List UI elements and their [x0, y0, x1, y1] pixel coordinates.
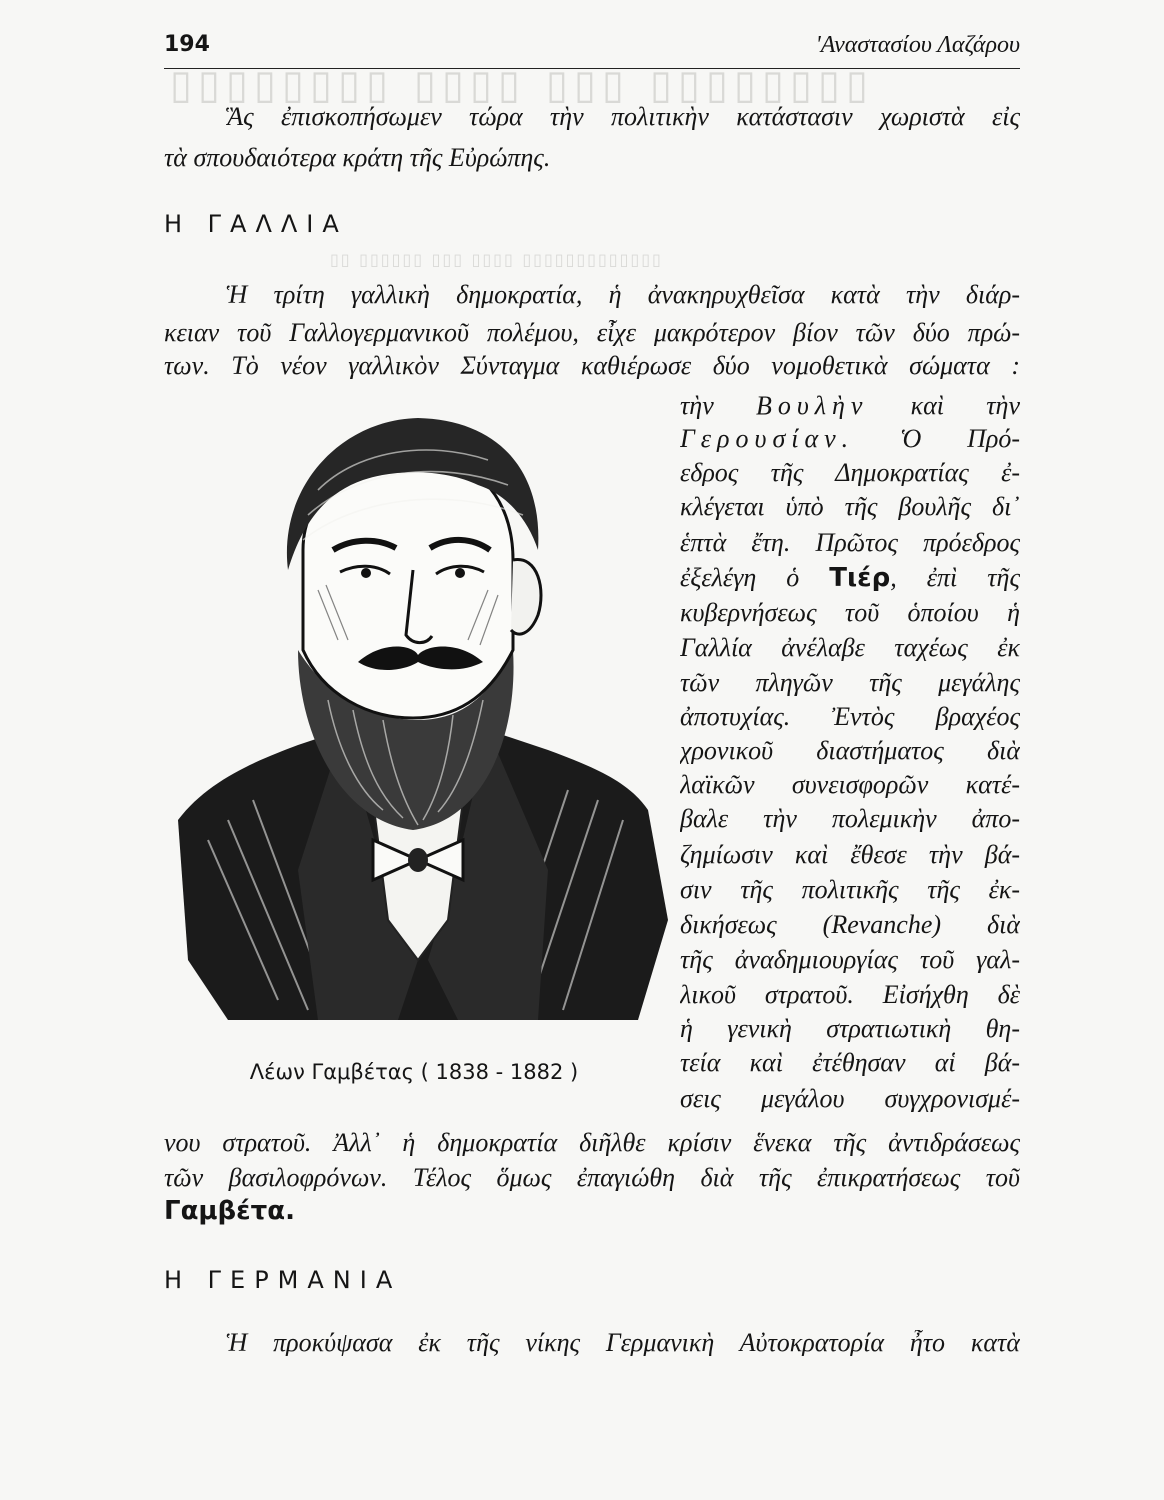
emphasis-gerousia: Γερουσίαν. [680, 426, 855, 452]
column-line: τεία καὶ ἐτέθησαν αἱ βά- [680, 1050, 1020, 1076]
column-line: βαλε τὴν πολεμικὴν ἀπο- [680, 806, 1020, 832]
column-line: σεις μεγάλου συγχρονισμέ- [680, 1086, 1020, 1112]
column-line: κυβερνήσεως τοῦ ὁποίου ἡ [680, 600, 1020, 626]
column-line: Γαλλία ἀνέλαβε ταχέως ἐκ [680, 635, 1020, 661]
column-line: εδρος τῆς Δημοκρατίας ἐ- [680, 460, 1020, 486]
column-line: τὴν Βουλὴν καὶ τὴν [680, 393, 1020, 419]
column-line: σιν τῆς πολιτικῆς τῆς ἐκ- [680, 877, 1020, 903]
column-line: δικήσεως (Revanche) διὰ [680, 912, 1020, 938]
paragraph-line: τῶν βασιλοφρόνων. Τέλος ὅμως ἐπαγιώθη διὰ τῆς ἐπικρατήσεως τοῦ [164, 1165, 1020, 1191]
paragraph-line: των. Τὸ νέον γαλλικὸν Σύνταγμα καθιέρωσε δύο νομοθετικὰ σώματα : [164, 353, 1020, 379]
paragraph-line: Ἡ προκύψασα ἐκ τῆς νίκης Γερμανικὴ Αὐτοκρατορία ἦτο κατὰ [226, 1330, 1020, 1356]
column-line: χρονικοῦ διαστήματος διὰ [680, 738, 1020, 764]
page-number: 194 [164, 32, 210, 57]
column-line: λαϊκῶν συνεισφορῶν κατέ- [680, 772, 1020, 798]
column-line: Γερουσίαν. Ὁ Πρό- [680, 426, 1020, 452]
page-header [164, 30, 1020, 69]
column-line: ἡ γενικὴ στρατιωτικὴ θη- [680, 1016, 1020, 1042]
paragraph-line-last [164, 1198, 295, 1224]
running-head: 'Αναστασίου Λαζάρου [815, 32, 1020, 58]
portrait-caption [164, 1060, 664, 1084]
paragraph-line: νου στρατοῦ. Ἀλλ᾿ ἡ δημοκρατία διῆλθε κρίσιν ἕνεκα τῆς ἀντιδράσεως [164, 1130, 1020, 1156]
section-heading-germany: Η ΓΕΡΜΑΝΙΑ [164, 1266, 402, 1294]
column-line: κλέγεται ὑπὸ τῆς βουλῆς δι᾿ [680, 494, 1020, 520]
paragraph-line: κειαν τοῦ Γαλλογερμανικοῦ πολέμου, εἶχε μακρότερον βίον τῶν δύο πρώ- [164, 320, 1020, 346]
portrait-gambetta-engraving [168, 400, 668, 1020]
intro-line: Ἃς ἐπισκοπήσωμεν τώρα τὴν πολιτικὴν κατάστασιν χωριστὰ εἰς [226, 104, 1020, 130]
section-heading-france: Η ΓΑΛΛΙΑ [164, 210, 348, 238]
name-gambetta: Γαμβέτα. [164, 1196, 295, 1226]
caption-years: ( 1838 - 1882 ) [420, 1060, 579, 1084]
column-line: τῆς ἀναδημιουργίας τοῦ γαλ- [680, 947, 1020, 973]
bleed-through-decoration: ▯▯ ▯▯▯▯▯▯ ▯▯▯ ▯▯▯▯ ▯▯▯▯▯▯▯▯▯▯▯▯▯ [330, 250, 663, 269]
name-thiers: Τιέρ [829, 565, 891, 591]
paragraph-line: Ἡ τρίτη γαλλικὴ δημοκρατία, ἡ ἀνακηρυχθεῖσα κατὰ τὴν διάρ- [226, 282, 1020, 308]
emphasis-boule: Βουλὴν [755, 393, 869, 419]
caption-name: Λέων Γαμβέτας [249, 1060, 414, 1084]
column-line: ἐξελέγη ὁ Τιέρ, ἐπὶ τῆς [680, 565, 1020, 591]
column-line: ζημίωσιν καὶ ἔθεσε τὴν βά- [680, 842, 1020, 868]
column-line: λικοῦ στρατοῦ. Εἰσήχθη δὲ [680, 982, 1020, 1008]
column-line: ἑπτὰ ἔτη. Πρῶτος πρόεδρος [680, 530, 1020, 556]
bleed-through-decoration: ▯▯▯▯▯▯▯▯ ▯▯▯▯ ▯▯▯ ▯▯▯▯▯▯▯▯ [170, 62, 875, 108]
intro-line: τὰ σπουδαιότερα κράτη τῆς Εὐρώπης. [164, 143, 551, 172]
column-line: ἀποτυχίας. Ἐντὸς βραχέος [680, 704, 1020, 730]
column-line: τῶν πληγῶν τῆς μεγάλης [680, 670, 1020, 696]
